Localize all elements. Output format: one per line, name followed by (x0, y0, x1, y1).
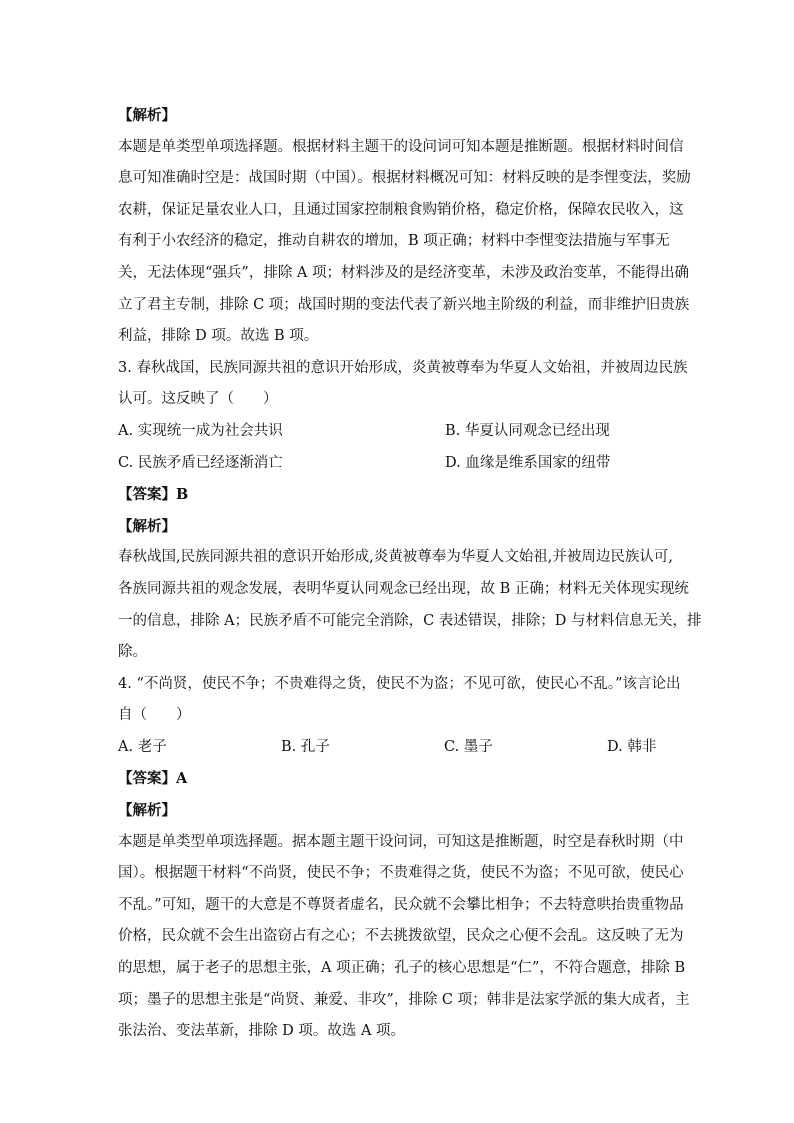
document-page (118, 100, 702, 1048)
text-line: 本题是单类型单项选择题。根据材料主题干的设问词可知本题是推断题。根据材料时间信 (118, 138, 684, 155)
text-line: 农耕，保证足量农业人口，且通过国家控制粮食购销价格，稳定价格，保障农民收入，这 (118, 201, 684, 218)
text-line: 项；墨子的思想主张是“尚贤、兼爱、非攻”，排除 C 项；韩非是法家学派的集大成者，主 (118, 991, 690, 1008)
section-heading: 【解析】 (118, 517, 176, 535)
answer-option: A. 老子 (118, 738, 167, 755)
text-line: 关，无法体现“强兵”，排除 A 项；材料涉及的是经济变革，未涉及政治变革，不能得出确 (118, 264, 690, 281)
answer-option: C. 墨子 (444, 738, 493, 755)
answer-options (118, 416, 678, 448)
section-heading: 【解析】 (118, 107, 176, 124)
text-line: 3. 春秋战国，民族同源共祖的意识开始形成，炎黄被尊奉为华夏人文始祖，并被周边民族 (118, 359, 688, 376)
answer-options (118, 448, 678, 480)
section-heading: 【答案】A (118, 770, 188, 788)
section-heading: 【答案】B (118, 486, 189, 504)
text-line: 4. “不尚贤，使民不争；不贵难得之货，使民不为盗；不见可欲，使民心不乱。”该言论出 (118, 675, 681, 692)
answer-options (118, 732, 678, 764)
answer-option: C. 民族矛盾已经逐渐消亡 (118, 454, 283, 471)
answer-option: B. 孔子 (281, 738, 330, 755)
text-line: 春秋战国,民族同源共祖的意识开始形成,炎黄被尊奉为华夏人文始祖,并被周边民族认可, (118, 549, 673, 566)
text-line: 有利于小农经济的稳定，推动自耕农的增加，B 项正确；材料中李悝变法措施与军事无 (118, 233, 670, 250)
text-line: 利益，排除 D 项。故选 B 项。 (118, 328, 319, 345)
answer-option: A. 实现统一成为社会共识 (118, 422, 283, 439)
text-line: 价格，民众就不会生出盗窃占有之心；不去挑拨欲望，民众之心便不会乱。这反映了无为 (118, 928, 684, 945)
text-line: 自（ ） (118, 707, 191, 724)
text-line: 国）。根据题干材料“不尚贤，使民不争；不贵难得之货，使民不为盗；不见可欲，使民心 (118, 865, 684, 882)
section-heading: 【解析】 (118, 802, 176, 820)
text-line: 息可知准确时空是：战国时期（中国）。根据材料概况可知：材料反映的是李悝变法，奖励 (118, 170, 691, 187)
text-line: 本题是单类型单项选择题。据本题主题干设问词，可知这是推断题，时空是春秋时期（中 (118, 833, 684, 850)
text-line: 张法治、变法革新，排除 D 项。故选 A 项。 (118, 1023, 406, 1040)
text-line: 立了君主专制，排除 C 项；战国时期的变法代表了新兴地主阶级的利益，而非维护旧贵族 (118, 296, 690, 313)
answer-option: D. 血缘是维系国家的纽带 (445, 454, 611, 471)
text-line: 认可。这反映了（ ） (118, 391, 278, 408)
text-line: 的思想，属于老子的思想主张，A 项正确；孔子的核心思想是“仁”，不符合题意，排除 B (118, 960, 686, 977)
text-line: 各族同源共祖的观念发展，表明华夏认同观念已经出现，故 B 正确；材料无关体现实现统 (118, 580, 689, 597)
answer-option: B. 华夏认同观念已经出现 (445, 422, 610, 439)
text-line: 除。 (118, 644, 147, 661)
text-line: 一的信息，排除 A；民族矛盾不可能完全消除，C 表述错误，排除；D 与材料信息无关，排 (118, 612, 702, 629)
text-line: 不乱。”可知，题干的大意是不尊贤者虚名，民众就不会攀比相争；不去特意哄抬贵重物品 (118, 896, 684, 913)
answer-option: D. 韩非 (607, 738, 657, 755)
